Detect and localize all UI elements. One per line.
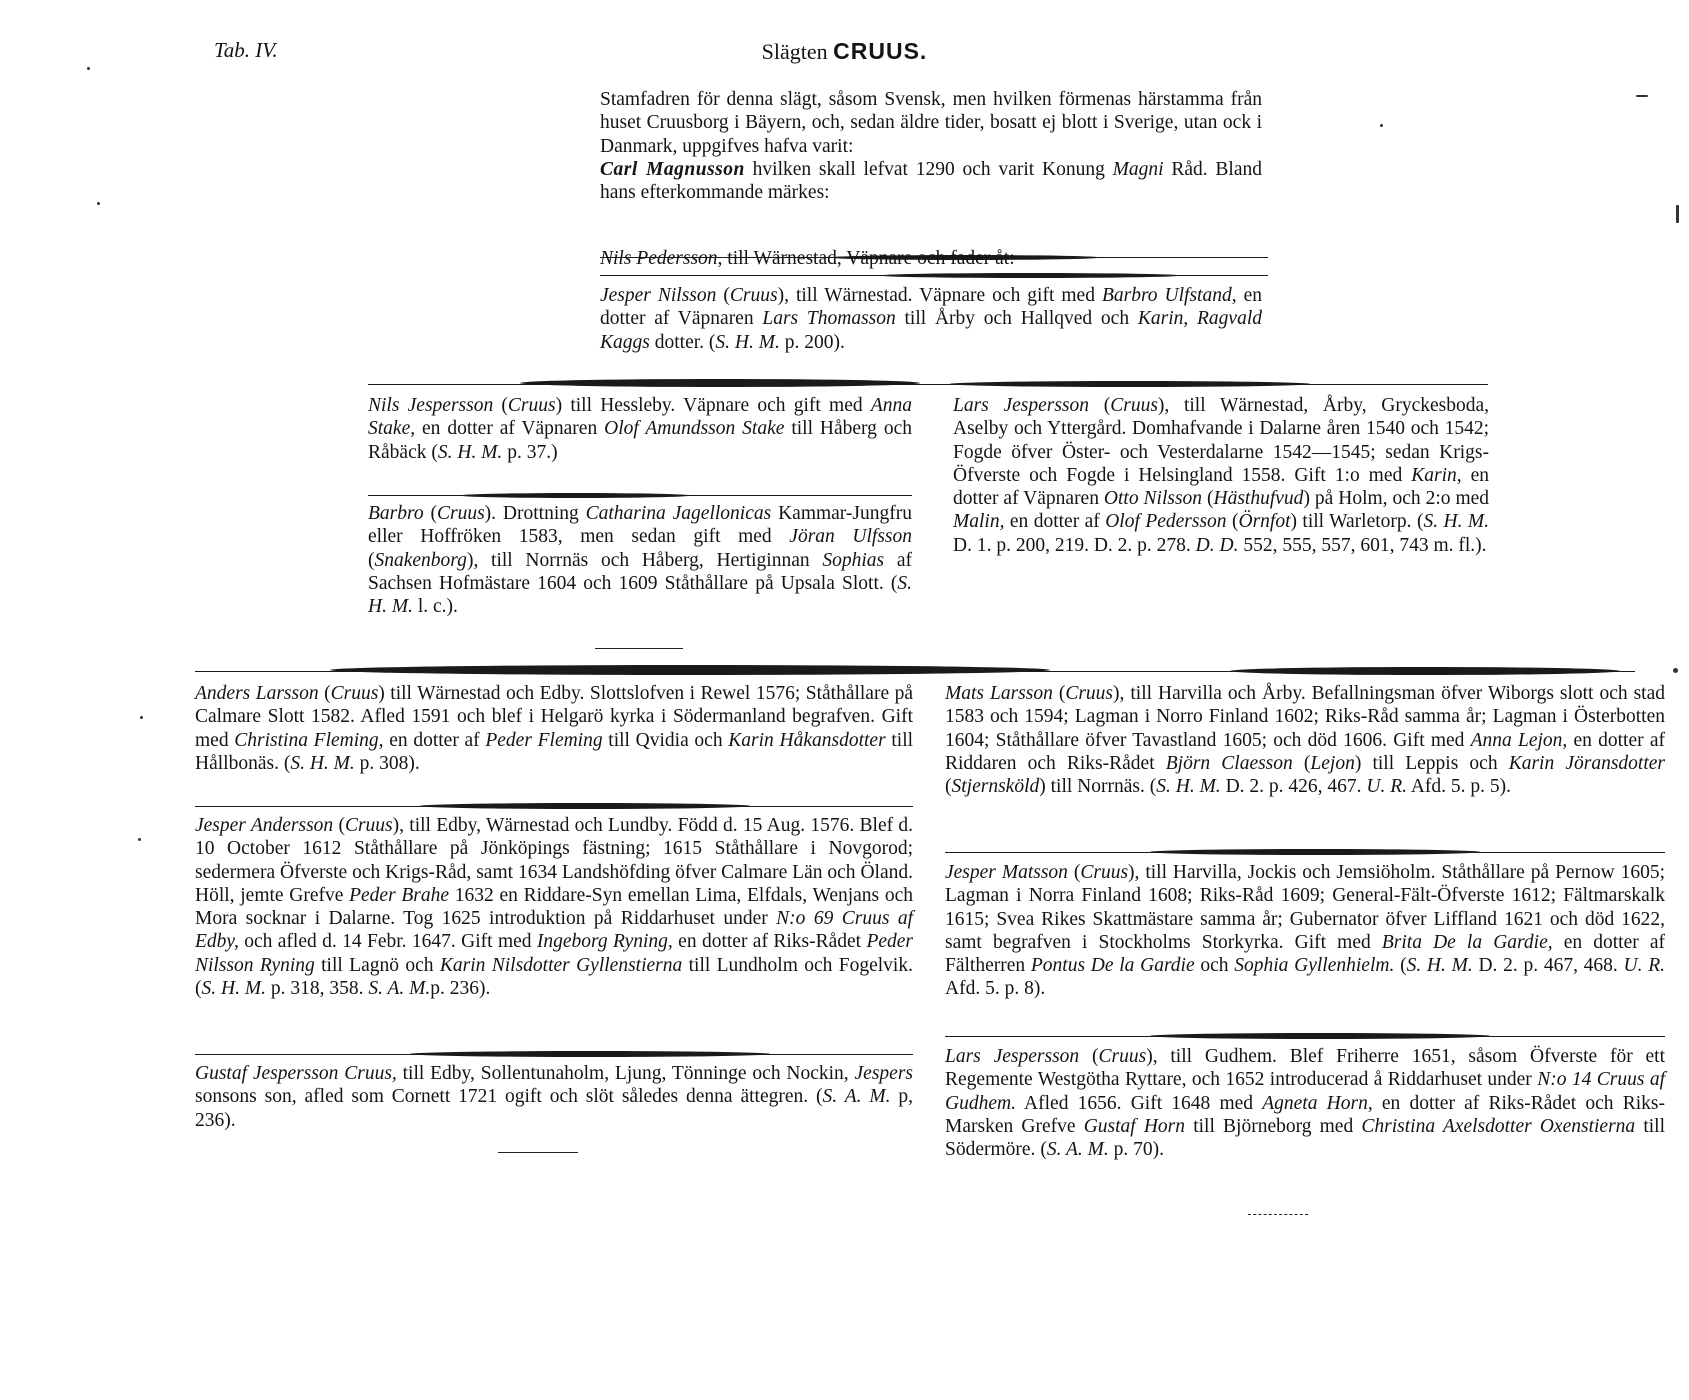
print-speck xyxy=(87,67,90,70)
entry-text: p. 308). xyxy=(354,752,420,774)
lars-jespersson-name: Lars Jespersson xyxy=(945,1046,1080,1067)
nils-jespersson-entry: Nils Jespersson (Cruus) till Hessleby. Väpnare och gift med Anna Stake, en dotter af Väpnaren Olof Amundsson Stake till Håberg och Råbäck (S. H. M. p. 37.) xyxy=(368,395,913,463)
entry-text: en dotter af Väpnaren xyxy=(600,285,1262,330)
ornament-swell xyxy=(1150,1033,1490,1039)
reference: U. R. xyxy=(1366,776,1408,798)
intro-block xyxy=(600,88,1262,204)
entry-text: p. 70). xyxy=(1108,1139,1164,1161)
entry-text: D. 2. p. 467, 468. xyxy=(1472,955,1624,977)
entry-text: p. 318, 358. xyxy=(265,978,369,1000)
nummer-name: N:o 69 Cruus af Edby, xyxy=(195,908,913,953)
nils-pedersson-name: Nils Pedersson, xyxy=(600,248,723,269)
jesper-andersson-entry: Jesper Andersson (Cruus), till Edby, Wärnestad och Lundby. Född d. 15 Aug. 1576. Blef d. 10 October 1612 Ståthållare på Jönköpings fästning; 1615 Ståthållare i Novgorod; sedermera Öfverste och Krigs-Råd, samt 1634 Landshöfding öfver Calmare Län och Öland. Höll, jemte Grefve Peder Brahe 1632 en Riddare-Syn emellan Lima, Elfdals, Wenjans och Mora socknar i Dalarne. Tog 1625 introduktion på Riddarhuset under N:o 69 Cruus af Edby, och afled d. 14 Febr. 1647. Gift med Ingeborg Ryning, en dotter af Riks-Rådet Peder Nilsson Ryning till Lagnö och Karin Nilsdotter Gyllenstierna till Lundholm och Fogelvik. (S. H. M. p. 318, 358. S. A. M.p. 236). xyxy=(195,815,914,1000)
entry-text: till Lagnö och xyxy=(314,954,440,976)
entry-text: en dotter af Väpnaren xyxy=(415,418,605,440)
print-speck xyxy=(1673,668,1678,673)
peder-name: Peder Fleming xyxy=(485,729,603,751)
anders-larsson-name: Anders Larsson xyxy=(195,683,319,704)
nils-pedersson-entry xyxy=(600,247,1262,270)
print-speck xyxy=(1380,124,1383,127)
nummer-name: N:o 14 Cruus af Gudhem. xyxy=(945,1069,1665,1114)
end-mark xyxy=(498,1152,578,1153)
reference: S. H. M. xyxy=(1156,776,1221,798)
entry-text: en dotter af Riks-Rådet och Riks-Marsken Grefve xyxy=(945,1092,1665,1137)
reference: S. A. M. xyxy=(822,1086,891,1108)
barbro-entry: Barbro (Cruus). Drottning Catharina Jagellonicas Kammar-Jungfru eller Hoffröken 1583, men sedan gift med Jöran Ulfsson (Snakenborg), till Norrnäs och Håberg, Hertiginnan Sophias af Sachsen Hofmästare 1604 och 1609 Ståthållare på Upsala Slott. (S. H. M. l. c.). xyxy=(368,503,912,618)
ornament-swell xyxy=(420,803,750,809)
peder-ryning-name: Peder Nilsson Ryning xyxy=(195,931,914,976)
entry-text: och xyxy=(1194,955,1235,977)
reference: S. H. M. xyxy=(201,978,266,1000)
entry-text: , till Harvilla och Årby. Befallningsman öfver Wiborgs slott och stad 1583 och 1594; Lagman i Norro Finland 1602; Riks-Råd samma år; Lagman i Österbotten 1604; Ståthållare öfver Tavastland 1605; och död 1606. Gift med xyxy=(945,683,1665,751)
bjorn-name: Björn Claesson xyxy=(1165,752,1293,774)
ornament-swell xyxy=(1150,849,1480,855)
entry-text: , till Norrnäs och Håberg, Hertiginnan xyxy=(473,549,823,571)
entry-text xyxy=(1394,955,1400,976)
carl-name: Carl Magnusson xyxy=(600,158,745,180)
entry-text: till Leppis och xyxy=(1361,752,1509,774)
lars-jespersson-gudhem-entry: Lars Jespersson (Cruus), till Gudhem. Blef Friherre 1651, såsom Öfverste för ett Regemente Westgötha Ryttare, och 1652 introducerad å Riddarhuset under N:o 14 Cruus af Gudhem. Afled 1656. Gift 1648 med Agneta Horn, en dotter af Riks-Rådet och Riks-Marsken Grefve Gustaf Horn till Björneborg med Christina Axelsdotter Oxenstierna till Södermöre. (S. A. M. p. 70). xyxy=(945,1046,1666,1161)
entry-text: en dotter af Riddaren och Riks-Rådet xyxy=(945,729,1665,774)
ornament-swell xyxy=(880,273,1180,278)
entry-text: af Sachsen Hofmästare 1604 och 1609 Ståthållare på Upsala Slott. xyxy=(368,549,912,594)
entry-text: till Wärnestad och Edby. Slottslofven i Rewel 1576; Ståthållare på Calmare Slott 1582. Afled 1591 och blef i Helgarö kyrka i Södermanland begrafven. Gift med xyxy=(195,683,914,751)
entry-text: 1632 en Riddare-Syn emellan Lima, Elfdals, Wenjans och Mora socknar i Dalarne. Tog 1625 introduktion på Riddarhuset under xyxy=(195,884,913,930)
karin-name: Karin, Ragvald Kaggs xyxy=(600,308,1262,353)
gustaf-entry: Gustaf Jespersson Cruus, till Edby, Sollentunaholm, Ljung, Tönninge och Nockin, Jespers sonsons son, afled som Cornett 1721 ogift och slöt således denna ättegren. (S. A. M. p, 236). xyxy=(195,1063,913,1131)
agneta-name: Agneta Horn, xyxy=(1262,1092,1373,1114)
entry-text: till Qvidia och xyxy=(602,729,729,751)
reference: S. H. M. xyxy=(1423,511,1490,533)
olof-name: Olof Amundsson Stake xyxy=(604,418,785,440)
entry-text: 552, 555, 557, 601, 743 m. fl.). xyxy=(1238,534,1487,556)
peder-brahe-name: Peder Brahe xyxy=(349,884,450,906)
ornament-swell xyxy=(330,665,1050,675)
entry-text: , till Harvilla, Jockis och Jemsiöholm. Ståthållare på Pernow 1605; Lagman i Norra Finland 1608; Riks-Råd 1609; General-Fält-Öfverste 1612; Fältmarskalk 1615; Svea Rikes Skattmästare samma år; Gubernator öfver Liffland 1621 och död 1622, samt begrafven i Stockholms Storkyrka. Gift med xyxy=(945,862,1666,953)
karin-name: Karin, xyxy=(1411,464,1462,486)
reference: D. D. xyxy=(1195,534,1239,556)
christina-name: Christina Fleming, xyxy=(234,729,384,751)
entry-text: l. c.). xyxy=(412,596,458,618)
entry-text: till Hållbonäs. xyxy=(195,729,914,774)
lars-jespersson-name: Lars Jespersson xyxy=(953,395,1090,416)
cruus-word: Cruus xyxy=(1065,683,1114,704)
print-speck xyxy=(1676,205,1679,223)
sophia-name: Sophias xyxy=(822,549,885,571)
entry-text: p. 236). xyxy=(430,978,491,1000)
entry-text: Afled 1656. Gift 1648 med xyxy=(1015,1092,1263,1114)
lars-name: Lars Thomasson xyxy=(762,308,896,330)
entry-text: p. 37.) xyxy=(502,441,558,463)
jesper-andersson-name: Jesper Andersson xyxy=(195,815,334,836)
entry-text: till Warletorp. xyxy=(1297,511,1417,533)
entry-text: en dotter af Väpnaren xyxy=(953,464,1489,510)
hasthufvud-word: Hästhufvud xyxy=(1213,488,1304,510)
entry-text: till Wärnestad. Väpnare och gift med xyxy=(788,285,1102,306)
carl-text-a: hvilken skall lefvat 1290 och varit Konung xyxy=(744,158,1113,180)
otto-name: Otto Nilsson xyxy=(1103,488,1203,510)
cruus-word: Cruus xyxy=(436,503,485,524)
entry-text: till Norrnäs. xyxy=(1045,776,1150,798)
stjernskold-word: Stjernsköld xyxy=(951,776,1040,798)
carl-magnusson-entry xyxy=(600,158,1262,205)
entry-text: , till Gudhem. Blef Friherre 1651, såsom Öfverste för ett Regemente Westgötha Ryttare, och 1652 introducerad å Riddarhuset under xyxy=(945,1046,1666,1091)
entry-text: sonsons son, afled som Cornett 1721 ogift och slöt således denna ättegren. xyxy=(195,1086,817,1108)
title-name: CRUUS. xyxy=(833,38,928,64)
reference: S. H. M. xyxy=(1406,955,1473,977)
print-speck xyxy=(138,838,141,841)
gustaf-name: Gustaf Jespersson Cruus, xyxy=(195,1063,397,1084)
carl-text-b: Råd. Bland hans efterkommande märkes: xyxy=(600,158,1262,204)
reference: S. H. M. xyxy=(715,331,780,353)
print-speck xyxy=(1636,95,1648,97)
pontus-name: Pontus De la Gardie xyxy=(1030,955,1195,977)
entry-text: på Holm, och 2:o med xyxy=(1309,488,1490,510)
jespers-word: Jespers xyxy=(854,1063,913,1084)
gustaf-horn-name: Gustaf Horn xyxy=(1083,1115,1186,1137)
entry-text: till Edby, Sollentunaholm, Ljung, Tönninge och Nockin, xyxy=(396,1063,855,1084)
jesper-nilsson-name: Jesper Nilsson xyxy=(600,285,717,306)
karin-name: Karin Jöransdotter xyxy=(1508,752,1665,774)
barbro-name: Barbro xyxy=(368,503,424,524)
entry-text: Kammar-Jungfru eller Hoffröken 1583, men sedan gift med xyxy=(368,503,912,548)
reference: S. H. M. xyxy=(437,441,503,463)
reference: S. H. M. xyxy=(290,752,355,774)
cruus-word: Cruus xyxy=(1080,862,1129,883)
jesper-matsson-name: Jesper Matsson xyxy=(945,862,1068,883)
lars-jespersson-entry: Lars Jespersson (Cruus), till Wärnestad, Årby, Gryckesboda, Aselby och Yttergård. Domhafvande i Dalarne åren 1540 och 1542; Fogde öfver Öster- och Vesterdalarne 1542—1545; sedan Krigs-Öfverste och Fogde i Helsingland 1558. Gift 1:o med Karin, en dotter af Väpnaren Otto Nilsson (Hästhufvud) på Holm, och 2:o med Malin, en dotter af Olof Pedersson (Örnfot) till Warletorp. (S. H. M. D. 1. p. 200, 219. D. 2. p. 278. D. D. 552, 555, 557, 601, 743 m. fl.). xyxy=(953,395,1490,556)
entry-text: D. 2. p. 426, 467. xyxy=(1220,776,1367,798)
entry-text: Afd. 5. p. 5). xyxy=(1407,776,1512,798)
page-title xyxy=(0,38,1689,65)
reference: S. A. M. xyxy=(368,978,431,1000)
catharina-name: Catharina Jagellonicas xyxy=(585,503,772,524)
tab-label: Tab. IV. xyxy=(214,38,278,62)
reference: S. A. M. xyxy=(1046,1139,1109,1161)
anders-larsson-entry: Anders Larsson (Cruus) till Wärnestad och Edby. Slottslofven i Rewel 1576; Ståthållare på Calmare Slott 1582. Afled 1591 och blef i Helgarö kyrka i Södermanland begrafven. Gift med Christina Fleming, en dotter af Peder Fleming till Qvidia och Karin Håkansdotter till Hållbonäs. (S. H. M. p. 308). xyxy=(195,683,914,774)
snakenborg-word: Snakenborg xyxy=(374,549,467,571)
carl-magni: Magni xyxy=(1112,158,1164,180)
entry-text: till Hessleby. Väpnare och gift med xyxy=(562,395,871,416)
ornament-swell xyxy=(520,379,920,387)
karin-name: Karin Håkansdotter xyxy=(728,729,886,751)
reference: S. H. M. xyxy=(368,572,912,618)
entry-text: till Björneborg med xyxy=(1185,1115,1362,1137)
cruus-word: Cruus xyxy=(1098,1046,1147,1067)
christina-name: Christina Axelsdotter Oxenstierna xyxy=(1361,1115,1636,1137)
entry-text: dotter. xyxy=(649,331,709,353)
ornament-swell xyxy=(1230,667,1620,675)
anna-name: Anna Lejon, xyxy=(1470,729,1568,751)
cruus-word: Cruus xyxy=(330,683,379,704)
joran-name: Jöran Ulfsson xyxy=(789,526,912,548)
ornfot-word: Örnfot xyxy=(1238,511,1291,533)
ornament-swell xyxy=(460,493,690,498)
lejon-word: Lejon xyxy=(1310,752,1355,774)
cruus-word: Cruus xyxy=(507,395,556,416)
malin-name: Malin, xyxy=(953,511,1005,533)
end-mark xyxy=(595,648,683,649)
entry-text: till Årby och Hallqved och xyxy=(895,308,1138,330)
entry-text: till Håberg och Råbäck xyxy=(368,418,912,463)
entry-text: en dotter af Riks-Rådet xyxy=(672,931,867,953)
end-mark xyxy=(1248,1214,1308,1215)
entry-text: p, 236). xyxy=(195,1086,913,1131)
print-speck xyxy=(97,202,100,205)
ornament-swell xyxy=(410,1051,770,1057)
brita-name: Brita De la Gardie, xyxy=(1381,931,1553,953)
entry-text: och afled d. 14 Febr. 1647. Gift med xyxy=(238,931,537,953)
nils-pedersson-text: till Wärnestad, Väpnare och fader åt: xyxy=(722,248,1015,269)
mats-larsson-name: Mats Larsson xyxy=(945,683,1053,704)
jesper-matsson-entry: Jesper Matsson (Cruus), till Harvilla, Jockis och Jemsiöholm. Ståthållare på Pernow 1605; Lagman i Norra Finland 1608; Riks-Råd 1609; General-Fält-Öfverste 1612; Fältmarskalk 1615; Svea Rikes Skattmästare samma år; Gubernator öfver Liffland 1621 och död 1622, samt begrafven i Stockholms Storkyrka. Gift med Brita De la Gardie, en dotter af Fältherren Pontus De la Gardie och Sophia Gyllenhielm. (S. H. M. D. 2. p. 467, 468. U. R. Afd. 5. p. 8). xyxy=(945,862,1666,1000)
entry-text: p. 200). xyxy=(779,331,845,353)
entry-text: till Lundholm och Fogelvik. xyxy=(682,954,913,976)
reference: U. R. xyxy=(1623,955,1666,977)
cruus-word: Cruus xyxy=(1110,395,1158,416)
entry-text: en dotter af xyxy=(1004,511,1106,533)
barbro-name: Barbro Ulfstand, xyxy=(1101,285,1237,306)
entry-text: , till Wärnestad, Årby, Gryckesboda, Aselby och Yttergård. Domhafvande i Dalarne åren 1540 och 1542; Fogde öfver Öster- och Vesterdalarne 1542—1545; sedan Krigs-Öfverste och Fogde i Helsingland 1558. Gift 1:o med xyxy=(953,395,1490,486)
entry-text: en dotter af Fältherren xyxy=(945,931,1665,977)
title-prefix: Slägten xyxy=(761,39,828,64)
entry-text: till Södermöre. xyxy=(945,1115,1666,1161)
entry-text: Afd. 5. p. 8). xyxy=(945,978,1046,1000)
mats-larsson-entry: Mats Larsson (Cruus), till Harvilla och Årby. Befallningsman öfver Wiborgs slott och stad 1583 och 1594; Lagman i Norro Finland 1602; Riks-Råd samma år; Lagman i Österbotten 1604; Ståthållare öfver Tavastland 1605; och död 1606. Gift med Anna Lejon, en dotter af Riddaren och Riks-Rådet Björn Claesson (Lejon) till Leppis och Karin Jöransdotter (Stjernsköld) till Norrnäs. (S. H. M. D. 2. p. 426, 467. U. R. Afd. 5. p. 5). xyxy=(945,683,1665,798)
entry-text: en dotter af xyxy=(383,729,486,751)
ingeborg-name: Ingeborg Ryning, xyxy=(536,931,673,953)
intro-paragraph: Stamfadren för denna slägt, såsom Svensk, men hvilken förmenas härstamma från huset Cruusborg i Bäyern, och, sedan äldre tider, bosatt ej blott i Sverige, utan ock i Danmark, uppgifves hafva varit: xyxy=(600,89,1262,157)
entry-text: , till Edby, Wärnestad och Lundby. Född d. 15 Aug. 1576. Blef d. 10 October 1612 Ståthållare på Jönköpings fästning; 1615 Ståthållare i Novgorod; sedermera Öfverste och Krigs-Råd, samt 1634 Landshöfding öfver Calmare Län och Öland. Höll, jemte Grefve xyxy=(195,815,914,906)
cruus-word: Cruus xyxy=(344,815,393,836)
anna-name: Anna Stake, xyxy=(368,395,913,440)
cruus-word: Cruus xyxy=(729,285,778,306)
entry-text: . Drottning xyxy=(491,503,586,524)
olof-name: Olof Pedersson xyxy=(1105,511,1227,533)
nils-jespersson-name: Nils Jespersson xyxy=(368,395,494,416)
ornament-swell xyxy=(950,381,1310,387)
print-speck xyxy=(140,716,143,719)
sophia-name: Sophia Gyllenhielm. xyxy=(1234,955,1395,977)
karin-name: Karin Nilsdotter Gyllenstierna xyxy=(439,954,683,976)
jesper-nilsson-entry: Jesper Nilsson (Cruus), till Wärnestad. Väpnare och gift med Barbro Ulfstand, en dotter af Väpnaren Lars Thomasson till Årby och Hallqved och Karin, Ragvald Kaggs dotter. (S. H. M. p. 200). xyxy=(600,285,1262,353)
entry-text: D. 1. p. 200, 219. D. 2. p. 278. xyxy=(953,534,1196,556)
